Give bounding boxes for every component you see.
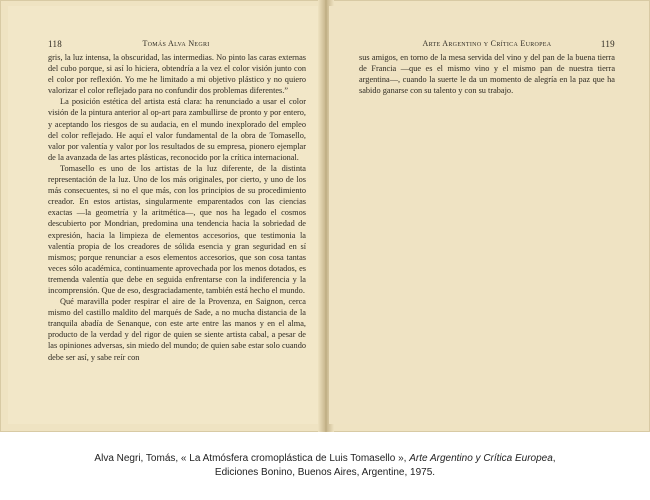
page-number: 118 [48, 39, 63, 49]
left-page-header [48, 39, 304, 49]
paragraph: gris, la luz intensa, la obscuridad, las intermedias. No pinto las caras externas del cubo porque, si así lo hiciera, obtendría a la vez el color visión junto con el color por reflexión. Yo me he limitado a mi objetivo plástico y no quiero valorizar el color reflejado para no confundir dos problemas diferentes.” [48, 53, 306, 96]
left-page-text [48, 52, 306, 363]
caption-line-2: Ediciones Bonino, Buenos Aires, Argentine, 1975. [214, 467, 436, 478]
running-head: Arte Argentino y Crítica Europea [422, 39, 552, 48]
caption-citation: Alva Negri, Tomás, « La Atmósfera cromoplástica de Luis Tomasello », [94, 453, 410, 464]
right-page [329, 6, 642, 424]
right-page-text [359, 52, 615, 96]
caption-punctuation: , [552, 453, 556, 464]
left-page [8, 6, 323, 424]
page-number: 119 [600, 39, 615, 49]
image-caption [0, 452, 650, 480]
running-head: Tomás Alva Negri [142, 39, 210, 48]
paragraph: La posición estética del artista está clara: ha renunciado a usar el color visión de la pintura anterior al op-art para zambullirse de pronto y por entero, y aceptando los riesgos de su audacia, en el mundo inexplorado del empleo del color reflejado. He aquí el valor fundamental de la obra de Tomasello, valor por valentía y valor por los resultados de su empresa, pionero ejemplar de la avanzada de las artes plásticas, reconocido por la crítica internacional. [48, 97, 306, 162]
paragraph: sus amigos, en torno de la mesa servida del vino y del pan de la buena tierra de Francia —que es el mismo vino y el mismo pan de nuestra tierra argentina—, cuando la suerte le da un momento de alegría en la paz que ha sabido ganarse con su talento y con su trabajo. [359, 53, 615, 96]
header-spacer [359, 39, 373, 49]
paragraph: Qué maravilla poder respirar el aire de la Provenza, en Saignon, cerca mismo del castillo maldito del marqués de Sade, a no mucha distancia de la tranquila abadía de Senanque, con este arte entre las manos y en el alma, producto de la verdad y del rigor de quien se siente artista cabal, a pesar de las opiniones adversas, sin miedo del mundo; de quien sabe estar solo cuando debe ser así, y sabe reír con [48, 297, 306, 362]
caption-book-title: Arte Argentino y Crítica Europea [409, 453, 553, 464]
paragraph: Tomasello es uno de los artistas de la luz diferente, de la distinta representación de la luz. Uno de los más originales, por cierto, y uno de los más consecuentes, si no el que más, con los principios de su procedimiento creador. En estos artistas, singularmente emparentados con las ciencias exactas —la geometría y la aritmética—, que nos ha legado el cosmos descubierto por Mondrian, predomina una tendencia hacia la sobriedad de expresión, hacia la limpieza de elementos accesorios, que testimonia la valentía propia de los creadores de sólida esencia y gran seguridad en sí mismos; porque renunciar a esos elementos accesorios, que son cosa tantas veces sólo académica, continuamente aprovechada por los menos dotados, es tremenda valentía que debe en seguida enfrentarse con la indiferencia y la incomprensión. Que de eso, desgraciadamente, también está hecho el mundo. [48, 163, 306, 295]
right-page-header [359, 39, 615, 49]
caption-line-1 [0, 452, 650, 466]
header-spacer [290, 39, 304, 49]
